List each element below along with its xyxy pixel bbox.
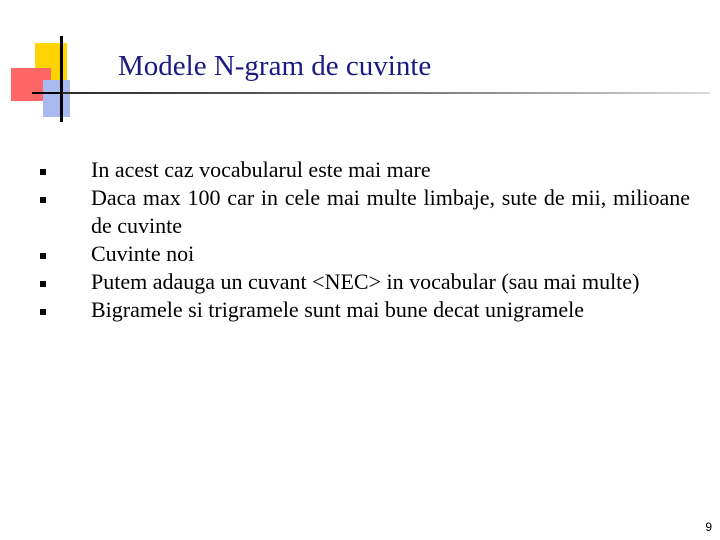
bullet-text: Bigramele si trigramele sunt mai bune decat unigramele <box>91 297 584 322</box>
bullet-text: Daca max 100 car in cele mai multe limbaje, sute de mii, milioane de cuvinte <box>91 185 690 238</box>
square-bullet-icon <box>40 281 46 287</box>
logo-vertical-line <box>60 36 63 122</box>
bullet-item <box>40 268 690 296</box>
bullet-list <box>40 156 690 324</box>
bullet-text: In acest caz vocabularul este mai mare <box>91 157 431 182</box>
bullet-text: Putem adauga un cuvant <NEC> in vocabular (sau mai multe) <box>91 269 640 294</box>
square-bullet-icon <box>40 253 46 259</box>
square-bullet-icon <box>40 309 46 315</box>
bullet-item <box>40 296 690 324</box>
bullet-item <box>40 184 690 240</box>
page-number: 9 <box>705 520 712 534</box>
bullet-text: Cuvinte noi <box>91 241 195 266</box>
bullet-item <box>40 156 690 184</box>
decorative-logo-icon <box>0 0 110 130</box>
title-divider <box>62 92 710 94</box>
bullet-item <box>40 240 690 268</box>
square-bullet-icon <box>40 197 46 203</box>
logo-blue-square <box>43 80 70 117</box>
square-bullet-icon <box>40 169 46 175</box>
slide-title: Modele N-gram de cuvinte <box>118 50 432 82</box>
